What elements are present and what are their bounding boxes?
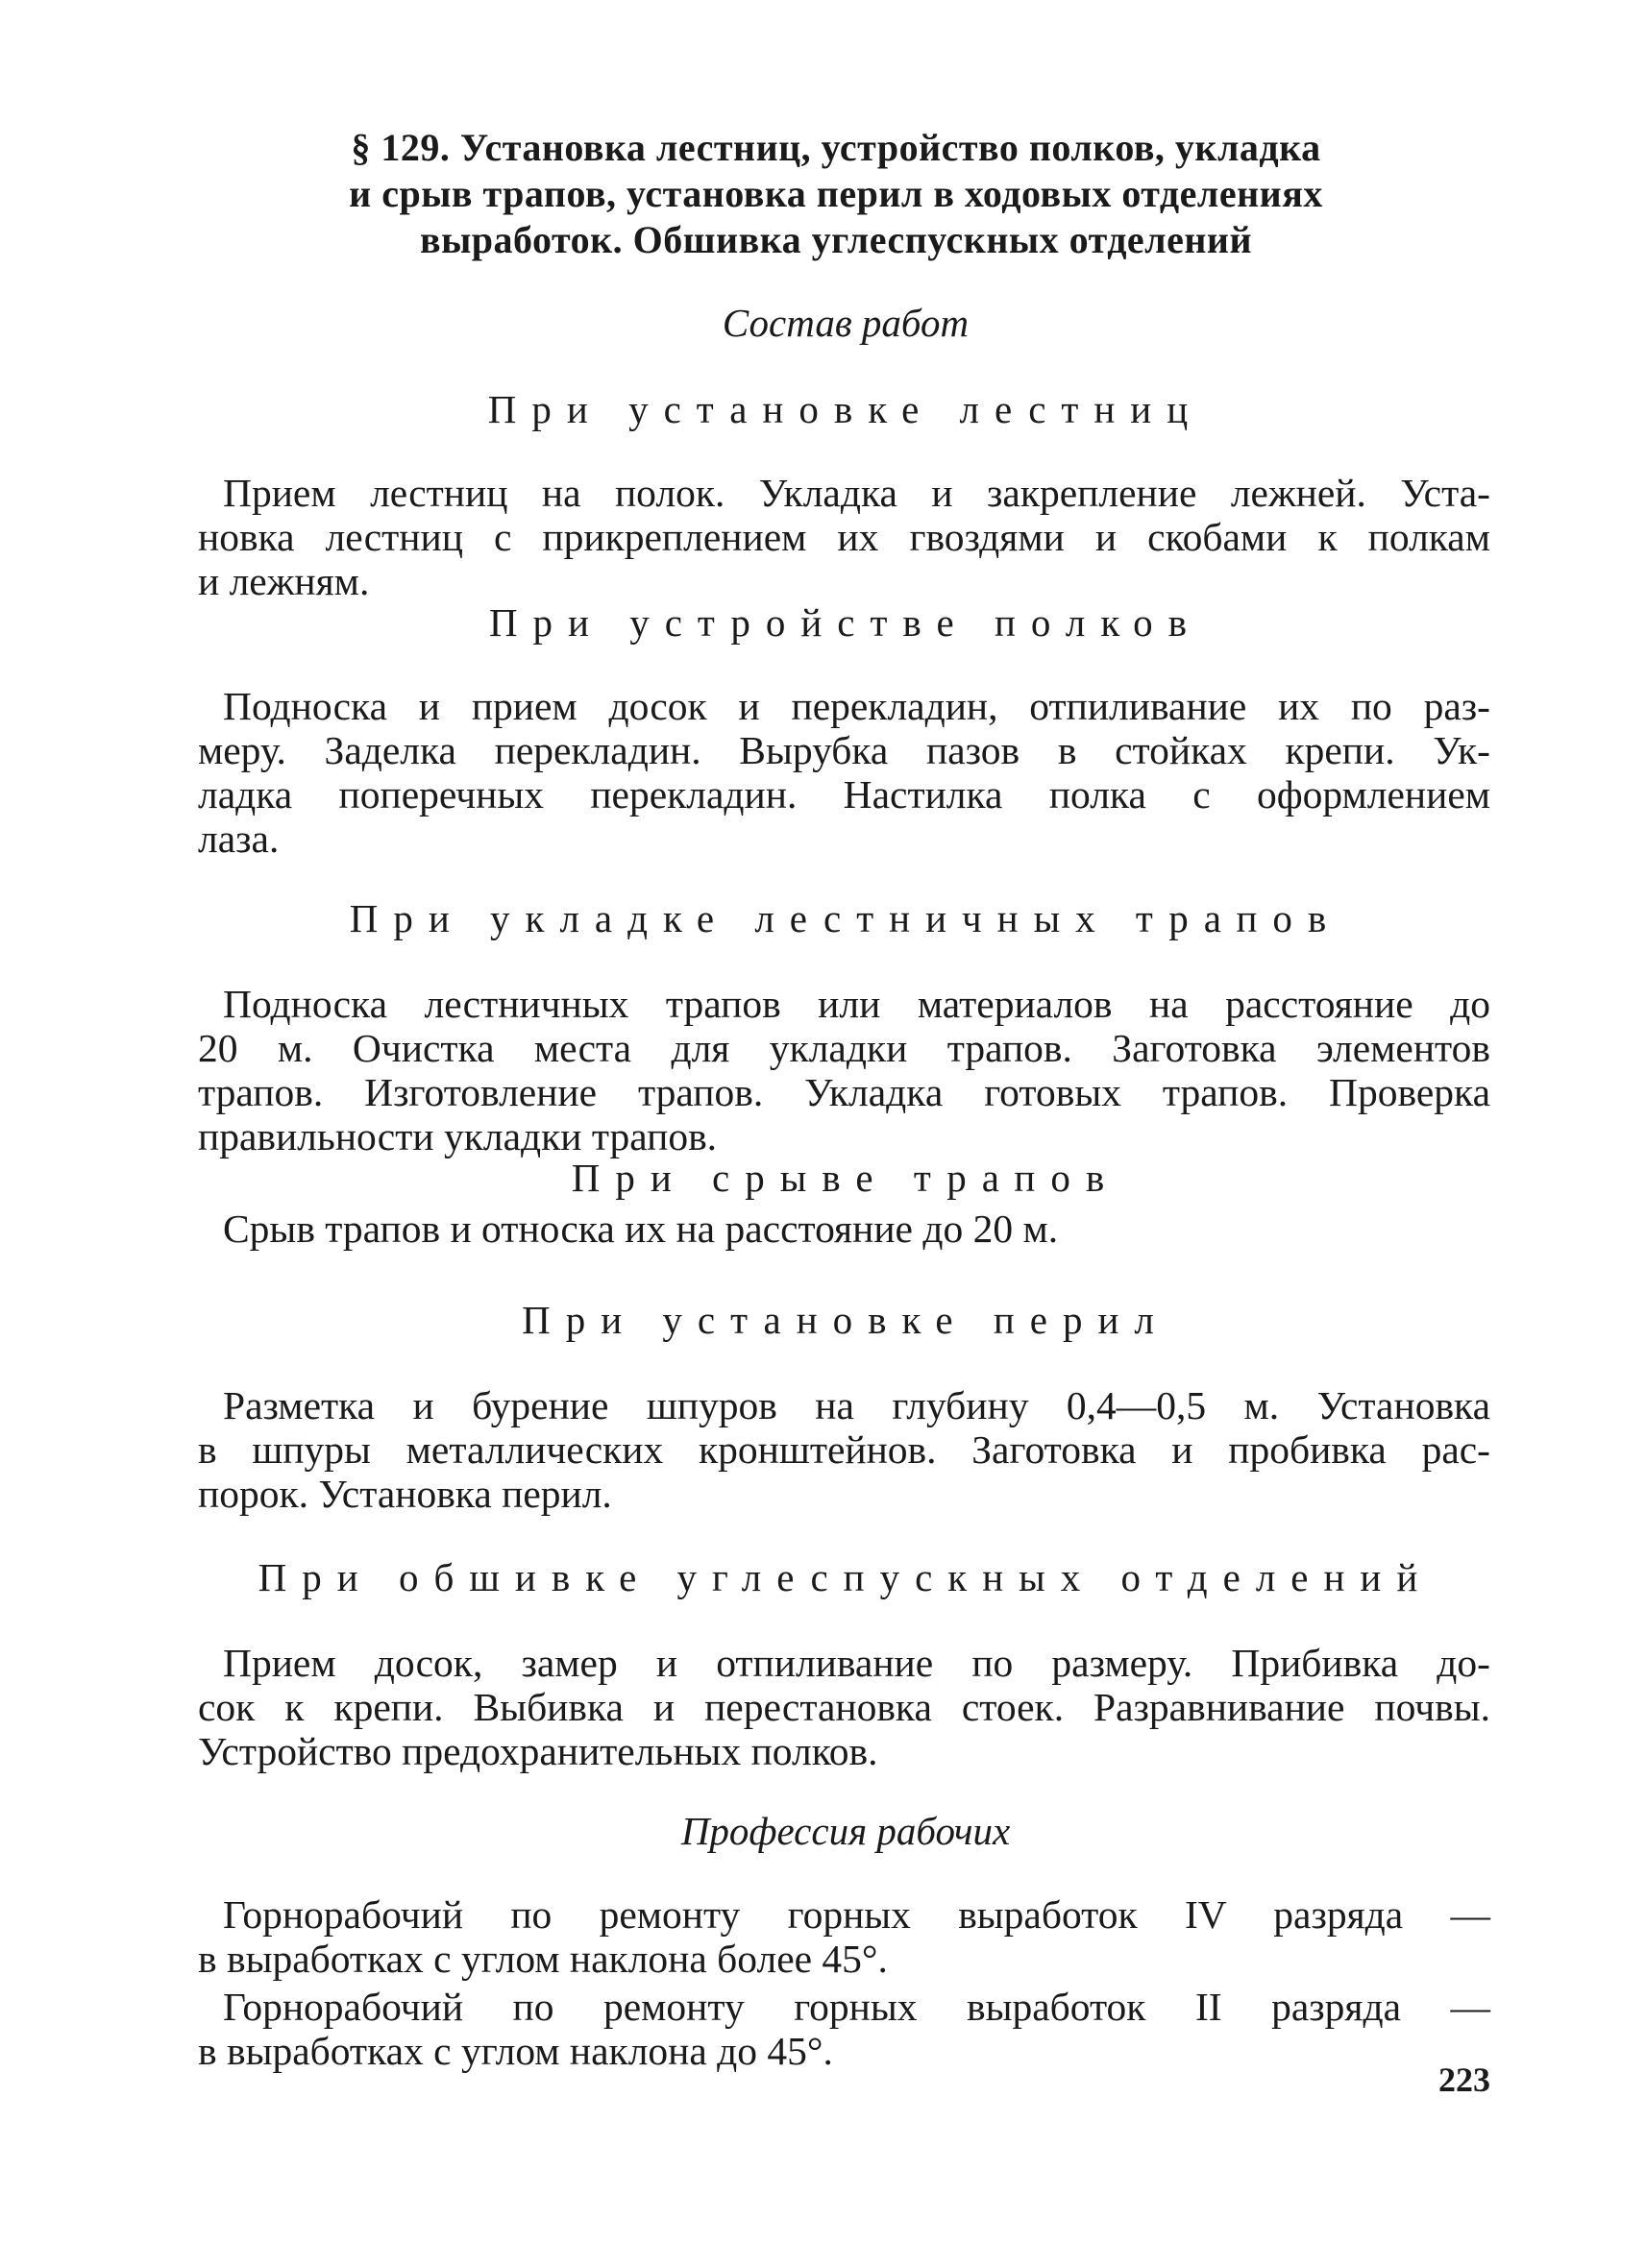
text-line: Срыв трапов и относка их на расстояние до 20 м. [223, 1207, 1059, 1251]
text-line: и лежням. [198, 559, 370, 603]
subheading-gangway-removal: При срыве трапов [571, 1156, 1120, 1200]
text-line: Разметка и бурение шпуров на глубину 0,4—0,5 м. Установка [223, 1383, 1490, 1427]
profession-heading: Профессия рабочих [680, 1809, 1011, 1853]
section-title-line: § 129. Установка лестниц, устройство полков, укладка [351, 126, 1321, 169]
paragraph-chute-lining [198, 1641, 1490, 1773]
text-line: Горнорабочий по ремонту горных выработок II разряда — [223, 1985, 1490, 2029]
text-line: 20 м. Очистка места для укладки трапов. Заготовка элементов [198, 1026, 1490, 1070]
paragraph-ladders [198, 471, 1490, 603]
paragraph-shelves [198, 684, 1490, 861]
text-line: Прием лестниц на полок. Укладка и закрепление лежней. Уста- [223, 471, 1490, 515]
text-line: Прием досок, замер и отпиливание по размеру. Прибивка до- [223, 1641, 1490, 1685]
text-line: в шпуры металлических кронштейнов. Заготовка и пробивка рас- [198, 1427, 1490, 1472]
text-line: Подноска и прием досок и перекладин, отпиливание их по раз- [223, 684, 1490, 728]
section-title [211, 125, 1461, 263]
text-line: трапов. Изготовление трапов. Укладка готовых трапов. Проверка [198, 1070, 1490, 1114]
subheading-shelves: При устройстве полков [488, 600, 1203, 645]
work-composition-heading: Состав работ [722, 301, 970, 345]
section-title-line: выработок. Обшивка углеспускных отделений [419, 218, 1253, 261]
text-line: в выработках с углом наклона более 45°. [198, 1937, 888, 1981]
subheading-ladders: При установке лестниц [487, 387, 1204, 431]
text-line: в выработках с углом наклона до 45°. [198, 2029, 833, 2073]
text-line: Устройство предохранительных полков. [198, 1729, 878, 1773]
profession-paragraph [198, 1985, 1490, 2073]
page-number: 223 [1438, 2061, 1490, 2099]
text-line: новка лестниц с прикреплением их гвоздями и скобами к полкам [198, 515, 1490, 559]
text-line: правильности укладки трапов. [198, 1114, 718, 1158]
text-line: порок. Установка перил. [198, 1472, 612, 1516]
text-line: Горнорабочий по ремонту горных выработок IV разряда — [223, 1892, 1490, 1937]
text-line: сок к крепи. Выбивка и перестановка стоек. Разравнивание почвы. [198, 1685, 1490, 1729]
profession-paragraph [198, 1892, 1490, 1981]
subheading-gangways: При укладке лестничных трапов [349, 896, 1342, 940]
text-line: меру. Заделка перекладин. Вырубка пазов в стойках крепи. Ук- [198, 728, 1490, 772]
text-line: Подноска лестничных трапов или материалов на расстояние до [223, 982, 1490, 1026]
text-line: лаза. [198, 817, 280, 861]
text-line: ладка поперечных перекладин. Настилка полка с оформлением [198, 772, 1490, 817]
subheading-railings: При установке перил [522, 1298, 1169, 1342]
paragraph-railings [198, 1383, 1490, 1516]
paragraph-gangways [198, 982, 1490, 1158]
section-title-line: и срыв трапов, установка перил в ходовых отделенияx [349, 172, 1323, 215]
subheading-chute-lining: При обшивке углеспускных отделений [258, 1555, 1434, 1599]
paragraph-gangway-removal [198, 1207, 1490, 1251]
